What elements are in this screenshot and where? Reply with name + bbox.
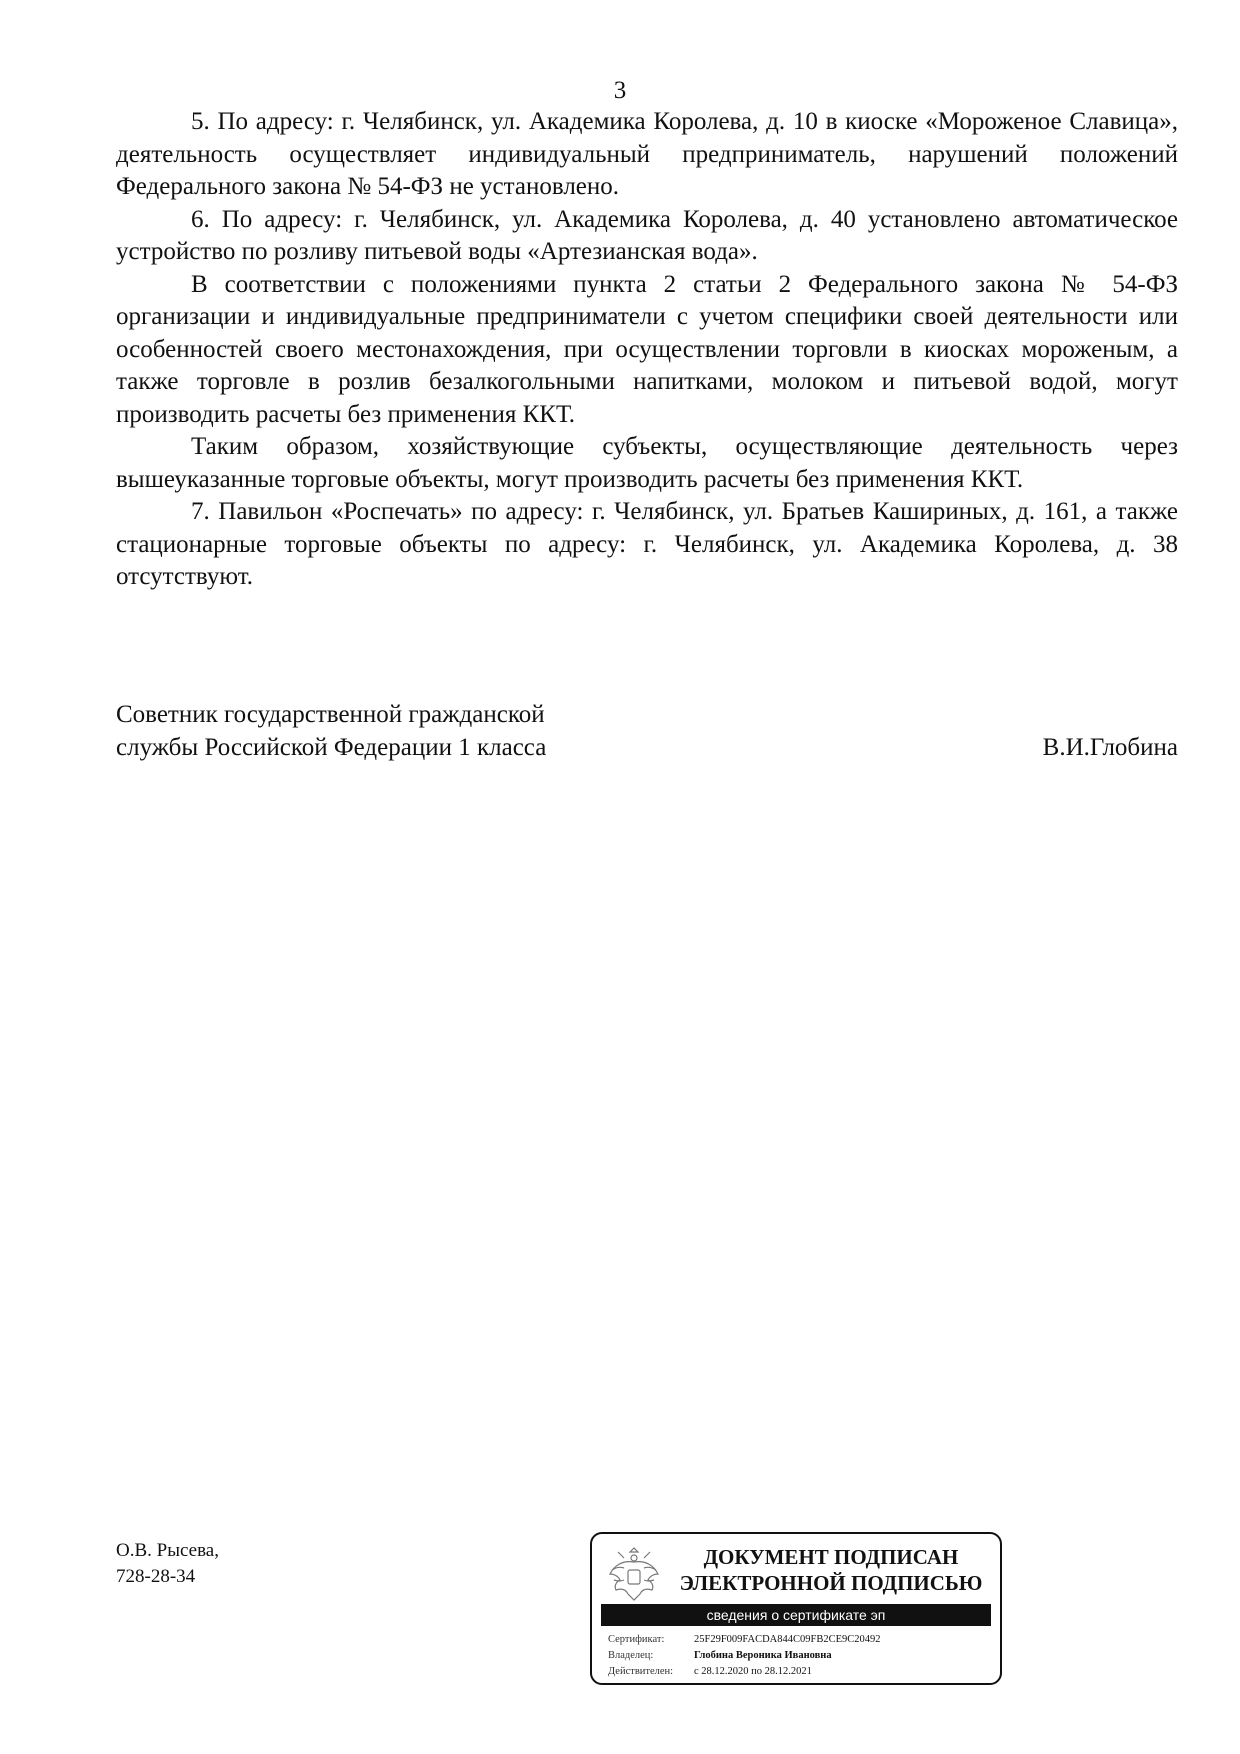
paragraph-item-6: 6. По адресу: г. Челябинск, ул. Академика Королева, д. 40 установлено автоматическое устройство по розливу питьевой воды «Артезианская вода». <box>116 205 1178 265</box>
certificate-row <box>608 1632 998 1648</box>
validity-label: Действителен: <box>608 1666 674 1677</box>
signature-block <box>116 698 1178 764</box>
paragraph-item-5: 5. По адресу: г. Челябинск, ул. Академика Королева, д. 10 в киоске «Мороженое Славица», деятельность осуществляет индивидуальный предприниматель, нарушений положений Федерального закона № 54-ФЗ не установлено. <box>116 108 1178 200</box>
coat-of-arms-icon <box>604 1540 664 1606</box>
certificate-info-bar: сведения о сертификате эп <box>601 1604 991 1626</box>
certificate-details <box>608 1632 998 1680</box>
paragraph-legal-basis: В соответствии с положениями пункта 2 статьи 2 Федерального закона № 54-ФЗ организации и индивидуальные предприниматели с учетом специфики своей деятельности или особенностей своего местонахождения, при осуществлении торговли в киосках мороженым, а также торговле в розлив безалкогольными напитками, молоком и питьевой водой, могут производить расчеты без применения ККТ. <box>116 270 1178 428</box>
stamp-title-line2: ЭЛЕКТРОННОЙ ПОДПИСЬЮ <box>679 1571 983 1595</box>
owner-row <box>608 1648 998 1664</box>
executor-name: О.В. Рысева, <box>116 1540 219 1561</box>
validity-value: с 28.12.2020 по 28.12.2021 <box>694 1666 812 1677</box>
electronic-signature-stamp <box>590 1532 1002 1685</box>
certificate-label: Сертификат: <box>608 1634 665 1645</box>
signatory-title-line1: Советник государственной гражданской <box>116 701 545 728</box>
owner-value: Глобина Вероника Ивановна <box>694 1650 832 1661</box>
paragraph-conclusion: Таким образом, хозяйствующие субъекты, осуществляющие деятельность через вышеуказанные торговые объекты, могут производить расчеты без применения ККТ. <box>116 433 1178 493</box>
signatory-title-line2: службы Российской Федерации 1 класса <box>116 734 547 761</box>
document-body <box>116 106 1178 594</box>
page-number: 3 <box>613 77 627 104</box>
owner-label: Владелец: <box>608 1650 654 1661</box>
executor-info <box>116 1538 219 1590</box>
stamp-title <box>666 1544 996 1596</box>
signatory-name: В.И.Глобина <box>1042 734 1178 761</box>
executor-phone: 728-28-34 <box>116 1566 196 1587</box>
stamp-title-line1: ДОКУМЕНТ ПОДПИСАН <box>703 1545 959 1569</box>
validity-row <box>608 1664 998 1680</box>
certificate-value: 25F29F009FACDA844C09FB2CE9C20492 <box>694 1634 881 1645</box>
paragraph-item-7: 7. Павильон «Роспечать» по адресу: г. Челябинск, ул. Братьев Кашириных, д. 161, а также стационарные торговые объекты по адресу: г. Челябинск, ул. Академика Королева, д. 38 отсутствуют. <box>116 498 1178 590</box>
